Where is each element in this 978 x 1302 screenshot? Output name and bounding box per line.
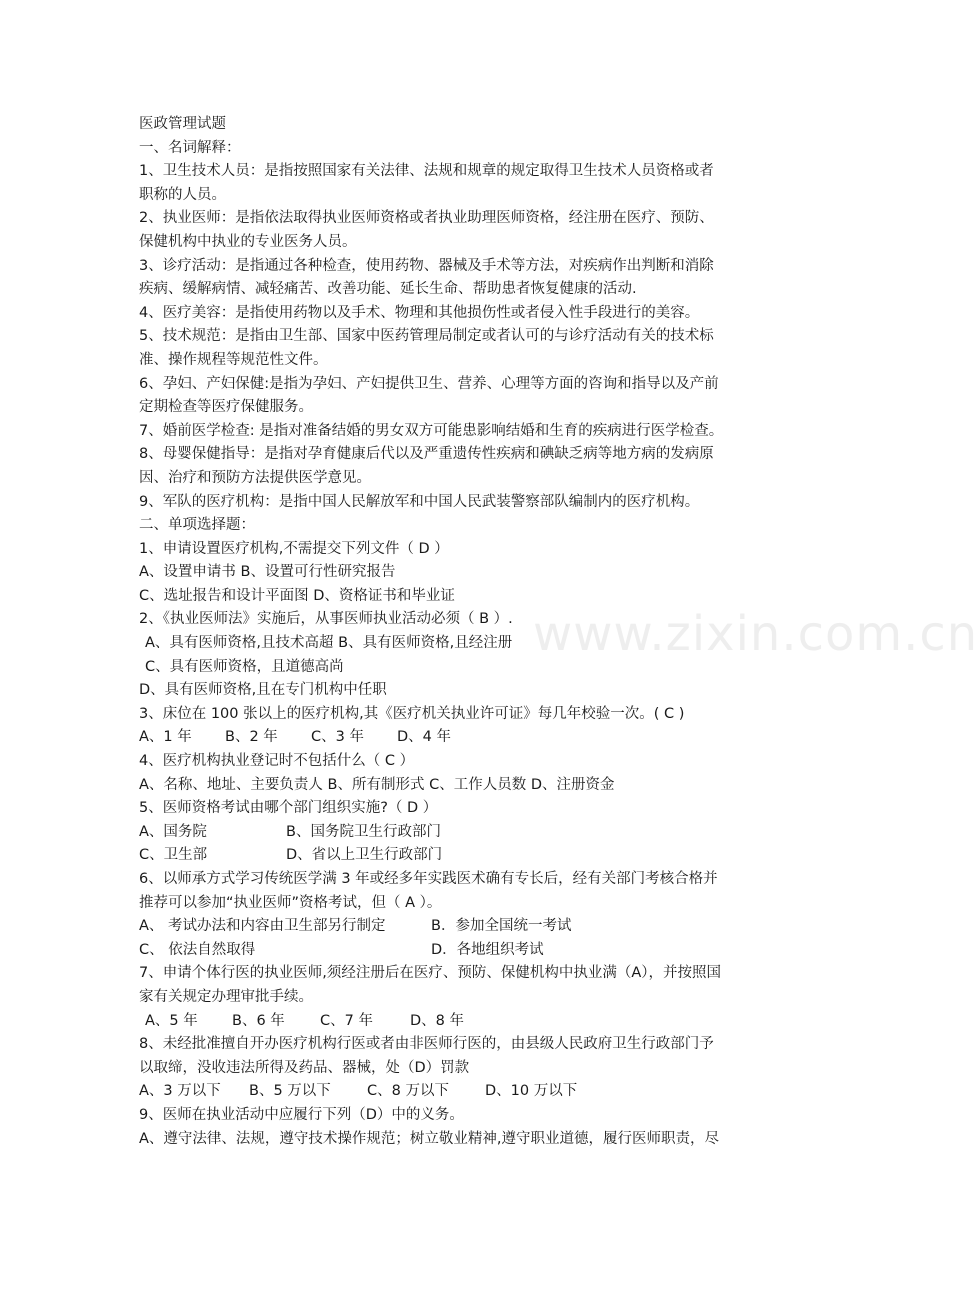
term-2-line1: 2、执业医师：是指依法取得执业医师资格或者执业助理医师资格，经注册在医疗、预防、: [139, 210, 714, 227]
q5-option-c: C、卫生部: [139, 847, 208, 864]
term-9-line1: 9、军队的医疗机构：是指中国人民解放军和中国人民武装警察部队编制内的医疗机构。: [139, 493, 700, 510]
term-1-line2: 职称的人员。: [139, 186, 226, 203]
q8-options: [139, 1080, 789, 1104]
q7-option-d: D、8 年: [410, 1012, 464, 1029]
q4-options: A、名称、地址、主要负责人 B、所有制形式 C、工作人员数 D、注册资金: [139, 776, 615, 793]
q7-option-a: A、5 年: [145, 1012, 198, 1029]
document-body: [139, 113, 789, 1151]
q3-option-a: A、1 年: [139, 729, 192, 746]
q8-option-a: A、3 万以下: [139, 1083, 221, 1100]
q2-question: 2、《执业医师法》实施后，从事医师执业活动必须（ B ）.: [139, 611, 513, 628]
q6-options-line1: [139, 915, 789, 939]
q5-option-d: D、省以上卫生行政部门: [286, 847, 443, 864]
term-5-line2: 准、操作规程等规范性文件。: [139, 351, 328, 368]
q2-option-line3: D、具有医师资格,且在专门机构中任职: [139, 682, 387, 699]
q7-question-line2: 家有关规定办理审批手续。: [139, 988, 313, 1005]
q8-question-line2: 以取缔，没收违法所得及药品、器械，处（D）罚款: [139, 1059, 470, 1076]
term-8-line2: 因、治疗和预防方法提供医学意见。: [139, 469, 371, 486]
q2-option-line2: C、具有医师资格，且道德高尚: [145, 658, 344, 675]
q7-question-line1: 7、申请个体行医的执业医师,须经注册后在医疗、预防、保健机构中执业满（A），并按照国: [139, 965, 722, 982]
q2-option-line1: A、具有医师资格,且技术高超 B、具有医师资格,且经注册: [145, 635, 513, 652]
q8-option-c: C、8 万以下: [367, 1083, 449, 1100]
q8-option-d: D、10 万以下: [485, 1083, 578, 1100]
section1-heading: 一、名词解释：: [139, 139, 241, 156]
q6-question-line1: 6、以师承方式学习传统医学满 3 年或经多年实践医术确有专长后，经有关部门考核合格并: [139, 871, 718, 887]
q6-option-a: A、 考试办法和内容由卫生部另行制定: [139, 918, 386, 935]
watermark: www.zixin.com.cn: [533, 606, 978, 662]
q7-options: [139, 1010, 789, 1034]
document-title: 医政管理试题: [139, 116, 226, 132]
term-2-line2: 保健机构中执业的专业医务人员。: [139, 233, 357, 250]
term-7-line1: 7、婚前医学检查: 是指对准备结婚的男女双方可能患影响结婚和生育的疾病进行医学检查。: [139, 422, 724, 439]
q7-option-b: B、6 年: [232, 1012, 285, 1029]
q5-question: 5、医师资格考试由哪个部门组织实施?（ D ）: [139, 800, 438, 817]
q3-option-c: C、3 年: [311, 729, 364, 746]
q6-option-c: C、 依法自然取得: [139, 941, 256, 958]
q8-question-line1: 8、未经批准擅自开办医疗机构行医或者由非医师行医的，由县级人民政府卫生行政部门予: [139, 1036, 714, 1053]
q3-option-b: B、2 年: [225, 729, 278, 746]
term-1-line1: 1、卫生技术人员：是指按照国家有关法律、法规和规章的规定取得卫生技术人员资格或者: [139, 163, 714, 180]
q8-option-b: B、5 万以下: [249, 1083, 331, 1100]
q4-question: 4、医疗机构执业登记时不包括什么（ C ）: [139, 753, 415, 770]
q5-options-line1: [139, 821, 789, 845]
q1-option-line1: A、设置申请书 B、设置可行性研究报告: [139, 564, 396, 581]
q1-option-line2: C、选址报告和设计平面图 D、资格证书和毕业证: [139, 587, 455, 604]
term-3-line1: 3、诊疗活动：是指通过各种检查，使用药物、器械及手术等方法，对疾病作出判断和消除: [139, 257, 714, 274]
term-4-line1: 4、医疗美容：是指使用药物以及手术、物理和其他损伤性或者侵入性手段进行的美容。: [139, 304, 700, 321]
q7-option-c: C、7 年: [320, 1012, 373, 1029]
q6-option-d: D．各地组织考试: [431, 941, 544, 958]
term-6-line2: 定期检查等医疗保健服务。: [139, 399, 313, 416]
q9-option-line1: A、遵守法律、法规，遵守技术操作规范；树立敬业精神,遵守职业道德，履行医师职责，尽: [139, 1130, 720, 1147]
term-8-line1: 8、母婴保健指导：是指对孕育健康后代以及严重遗传性疾病和碘缺乏病等地方病的发病原: [139, 446, 714, 463]
q1-question: 1、申请设置医疗机构,不需提交下列文件（ D ）: [139, 540, 449, 557]
term-6-line1: 6、孕妇、产妇保健:是指为孕妇、产妇提供卫生、营养、心理等方面的咨询和指导以及产前: [139, 375, 719, 392]
q6-question-line2: 推荐可以参加“执业医师”资格考试，但（ A ）。: [139, 894, 442, 911]
q9-question: 9、医师在执业活动中应履行下列（D）中的义务。: [139, 1106, 464, 1123]
section2-heading: 二、单项选择题：: [139, 517, 255, 534]
q3-question: 3、床位在 100 张以上的医疗机构,其《医疗机关执业许可证》每几年校验一次。( C ): [139, 705, 685, 722]
q5-option-a: A、国务院: [139, 823, 207, 840]
q5-options-line2: [139, 844, 789, 868]
term-3-line2: 疾病、缓解病情、减轻痛苦、改善功能、延长生命、帮助患者恢复健康的活动.: [139, 281, 637, 298]
q3-option-d: D、4 年: [397, 729, 451, 746]
q6-option-b: B．参加全国统一考试: [431, 918, 572, 935]
q3-options: [139, 726, 789, 750]
q6-options-line2: [139, 939, 789, 963]
term-5-line1: 5、技术规范：是指由卫生部、国家中医药管理局制定或者认可的与诊疗活动有关的技术标: [139, 328, 714, 345]
q5-option-b: B、国务院卫生行政部门: [286, 823, 441, 840]
